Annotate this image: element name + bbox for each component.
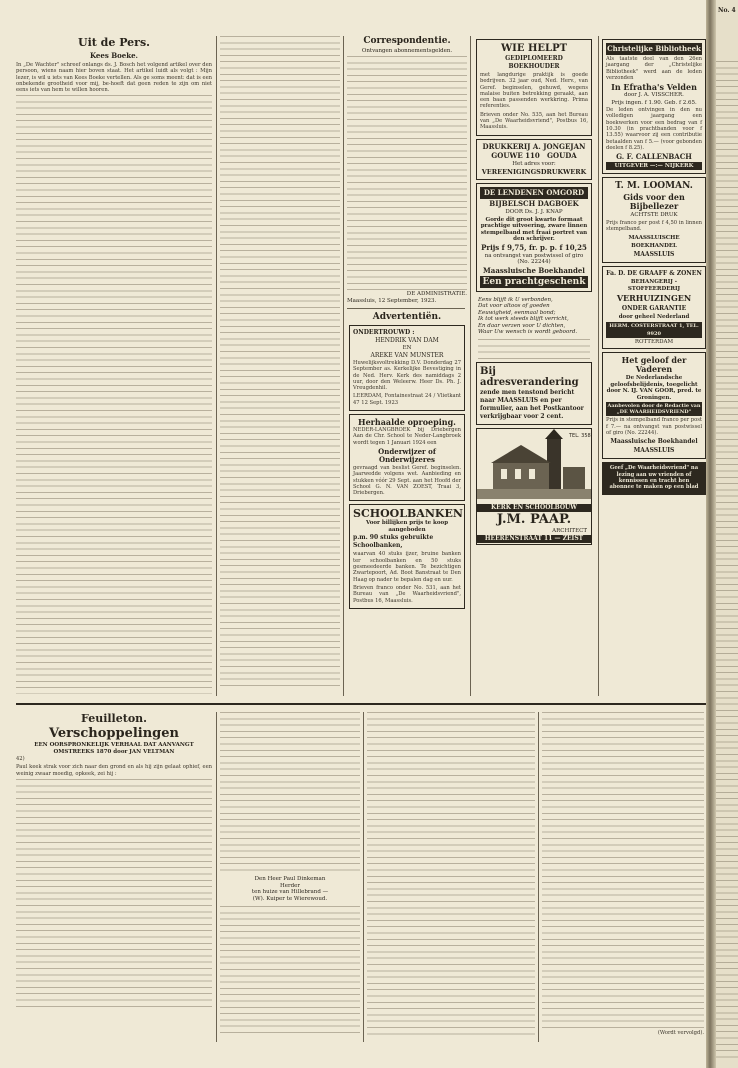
- section-title-uit-de-pers: Uit de Pers.: [78, 36, 150, 49]
- callenbach-sub: UITGEVER —:— NIJKERK: [606, 162, 702, 170]
- christelijke-author: door J. A. VISSCHER.: [624, 92, 684, 99]
- schoolbanken-body: waarvan 40 stuks ijzer, bruine banken ter schoolbanken en 50 stuks gesmeedeerde banken. Te bezichtigen Zwartepoort, Ad. Boot Banstraat te Den Haag op nader te bepalen dag en uur.: [353, 551, 461, 583]
- poem-continued: [478, 339, 590, 359]
- herhaalde-body-2: gevraagd van beslist Geref. beginselen. Jaarwedde volgens wet. Aanbieding en stukken vóór 29 Sept. aan het Hoofd der School G. N. VAN ZOEST, Traai 3, Driebergen.: [353, 464, 461, 497]
- wie-helpt-title: WIE HELPT: [500, 43, 568, 54]
- omgord-footer: Een prachtgeschenk: [480, 276, 588, 288]
- vaderen-ad: [602, 352, 706, 459]
- column-rule: [216, 36, 217, 696]
- jongejan-tagline: Het adres voor:: [512, 160, 556, 167]
- omgord-body: Gorde dit groot kwarto formaat prachtige uitvoering, zware linnen stempelband met fraai portret van den schrijver.: [480, 216, 588, 243]
- subscribe-notice: [602, 462, 706, 495]
- subscribe-notice-text: Geef „De Waarheidsvriend" na lezing aan uw vrienden of kennissen en tracht hen abonnee te maken op een blad: [609, 465, 699, 491]
- adjacent-page-text: [716, 61, 738, 1061]
- jongejan-city: GOUDA: [547, 150, 577, 160]
- herhaalde-highlight: Onderwijzer of Onderwijzeres: [378, 446, 436, 464]
- jongejan-ad: [476, 139, 592, 181]
- feuilleton-text-col3: [367, 712, 535, 1038]
- jongejan-address: [480, 152, 588, 160]
- wie-helpt-body: met langdurige praktijk is goede bedrijven. 32 jaar oud, Ned. Herv., van Geref. beginselen, gehuwd, wegens malaise buiten betrekking geraakt, aan een baan passenden werkkring. Prima referenties.: [480, 72, 588, 110]
- feuilleton-title: Verschoppelingen: [49, 726, 179, 741]
- vaderen-body: De Nederlandsche geloofsbelijdenis, toegelicht door N. IJ. VAN GOOR, pred. te Groningen.: [606, 375, 702, 401]
- looman-sub: ACHTSTE DRUK: [630, 212, 678, 219]
- section-title-advertentien: Advertentiën.: [372, 311, 442, 322]
- christelijke-body-2: De leden ontvingen in den nu volledigen jaargang een boekwerken voor een bedrag van f 10.30 (in prachtbanden voor f 13.55) waarvoor zij een contributie betaalden van f 5.— (voor gebonden deelen f 8.25).: [606, 107, 702, 151]
- feuilleton-opening: Paul keek strak voor zich naar den grond en als hij zijn gelaat ophief, een weinig zwaar moedig, opkeek, zei hij :: [16, 764, 212, 777]
- christelijke-body: Als taatste deel van den 26en jaargang der „Christelijke Bibliotheek" werd aan de leden verzonden: [606, 56, 702, 81]
- column-rule: [216, 712, 217, 1042]
- paap-tel: TEL. 358: [569, 432, 591, 439]
- vaderen-title: Het geloof der Vaderen: [621, 355, 687, 375]
- poem-line-5: En daar verzen voor U dichten,: [478, 322, 566, 329]
- adresverandering-title: Bij adresverandering: [480, 365, 579, 388]
- christelijke-book: In Efratha's Velden: [611, 82, 697, 93]
- engagement-footer: [353, 393, 461, 406]
- feuilleton-closing: (Wordt vervolgd).: [657, 1030, 704, 1036]
- adjacent-page-edge: [716, 0, 738, 1068]
- column-rule: [598, 36, 599, 696]
- omgord-sub: BIJBELSCH DAGBOEK: [489, 199, 579, 209]
- looman-publisher: MAASSLUISCHE BOEKHANDEL: [628, 235, 680, 250]
- looman-ad: [602, 177, 706, 263]
- looman-body: Prijs franco per post f 4,50 in linnen stempelband.: [606, 219, 702, 233]
- omgord-title: DE LENDENEN OMGORD: [480, 187, 588, 199]
- engagement-details: Huwelijksvoltrekking D.V. Donderdag 27 September as. Kerkelijke Bevestiging in de Ned. Herv. Kerk des namiddags 2 uur, door den Weleerw. Heer Ds. Ph. J. Vreugdenhil.: [353, 360, 461, 392]
- letter-line-1: Den Heer Paul Dinkeman: [254, 876, 326, 882]
- paap-architect-ad: [476, 428, 592, 546]
- graaf-notice: VERHUIZINGEN: [616, 293, 692, 304]
- feuilleton-text-col2b: [220, 906, 360, 1036]
- letter-line-2: Herder: [279, 882, 301, 889]
- looman-city: MAASSLUIS: [633, 251, 675, 259]
- letter-line-4: (W). Kuiper te Wierewoud.: [252, 895, 328, 902]
- vaderen-price: Prijs in stempelband franco per post f 7.— na ontvangst van postwissel of giro (No. 22244).: [606, 417, 702, 436]
- christelijke-bibliotheek-ad: [602, 39, 706, 174]
- omgord-author: DOOR Ds. J. J. KNAP: [505, 209, 563, 216]
- omgord-publisher: Maassluische Boekhandel: [483, 265, 585, 275]
- letter-address: [220, 876, 360, 902]
- article-intro: In „De Wachter" schreef onlangs ds. J. Bosch het volgend artikel over den persoon, wiens naam hier boven staat. Het artikel luidt als volgt : Mijn lezer, is wil u iets van Kees Boeke vertellen. Als ge soms meent: dat is een onbekende grootheid voor mij, be-hoeft dat geen reden te zijn om niet eens iets van hem te willen hooren.: [16, 62, 212, 94]
- jongejan-name: DRUKKERIJ A. JONGEJAN: [482, 141, 586, 151]
- section-title-feuilleton: Feuilleton.: [81, 712, 147, 725]
- graaf-notice-3: door geheel Nederland: [618, 314, 690, 321]
- poem-line-3: Eeuwigheid, eenmaal bond;: [478, 309, 556, 316]
- jongejan-highlight: VEREENIGINGSDRUKWERK: [481, 168, 587, 177]
- paap-caption: KERK EN SCHOOLBOUW: [477, 504, 591, 512]
- schoolbanken-count: p.m. 90 stuks gebruikte Schoolbanken,: [353, 534, 434, 550]
- engagement-and: EN: [402, 345, 412, 351]
- looman-name: T. M. LOOMAN.: [615, 181, 693, 192]
- correspondentie-dateline: Maassluis, 12 September, 1923.: [347, 298, 437, 304]
- correspondentie-closing: DE ADMINISTRATIE.: [406, 290, 467, 297]
- feuilleton-text-col2a: [220, 712, 360, 872]
- feuilleton-col2: [220, 712, 360, 1042]
- looman-title: Gids voor den Bijbellezer: [623, 192, 685, 212]
- column-rule: [343, 36, 344, 696]
- herhaalde-title: Herhaalde oproeping.: [358, 417, 456, 428]
- vaderen-city: MAASSLUIS: [633, 447, 675, 455]
- christelijke-title: Christelijke Bibliotheek: [607, 44, 701, 53]
- graaf-address: HERM. COSTERSTRAAT 1, TEL. 9920: [606, 322, 702, 338]
- article-continued: [220, 36, 340, 694]
- omgord-price: Prijs f 9,75, fr. p. p. f 10,25: [481, 242, 587, 252]
- section-title-correspondentie: Correspondentie.: [363, 36, 451, 46]
- engagement-address: Fontainestraat 24 / Vlietkant 47: [353, 393, 462, 406]
- feuilleton-col3: [367, 712, 535, 1042]
- wie-helpt-replies: Brieven onder No. 535, aan het Bureau van „De Waarheidsvriend", Postbus 16, Maassluis.: [480, 111, 588, 131]
- column-ads-right: [602, 36, 706, 696]
- bride-name: AREKE VAN MUNSTER: [370, 351, 444, 359]
- poem-line-2: Dat voor altoos of goeden: [478, 303, 550, 310]
- column-rule: [538, 712, 539, 1042]
- church-illustration: [477, 429, 591, 499]
- adresverandering-body: zende men tenstond bericht naar MAASSLUIS en per formulier, aan het Postkantoor verkrijgbaar voor 2 cent.: [480, 388, 584, 420]
- paap-address: HEERENSTRAAT 11 — ZEIST: [477, 535, 591, 543]
- engagement-label: ONDERTROUWD :: [353, 328, 415, 336]
- article-headline: Kees Boeke.: [90, 51, 138, 60]
- graaf-name: Fa. D. DE GRAAFF & ZONEN: [606, 270, 702, 278]
- paap-sub: ARCHITECT: [552, 527, 587, 534]
- omgord-note: na ontvangst van postwissel of giro (No. 22244): [484, 252, 584, 266]
- poem-line-1: Eens blijft ik U verbonden,: [478, 296, 553, 303]
- engagement-place: LEERDAM,: [353, 393, 383, 400]
- poem: [474, 295, 594, 338]
- jongejan-street: GOUWE 110: [491, 150, 540, 160]
- graaf-ad: [602, 266, 706, 349]
- column-correspondentie: [347, 36, 467, 696]
- graaf-city: ROTTERDAM: [634, 338, 674, 345]
- wie-helpt-ad: [476, 39, 592, 136]
- feuilleton-header: [16, 712, 212, 1042]
- herhaalde-oproeping-ad: [349, 414, 465, 501]
- feuilleton-subtitle: EEN OORSPRONKELIJK VERHAAL DAT AANVANGT OMSTREEKS 1870 door JAN VELTMAN: [34, 742, 194, 755]
- article-body-text: [16, 95, 212, 694]
- callenbach-name: G. F. CALLENBACH: [616, 152, 692, 162]
- wie-helpt-sub: GEDIPLOMEERD BOEKHOUDER: [505, 55, 563, 70]
- adjacent-page-badge: No. 4: [718, 7, 736, 14]
- article-continued-text: [220, 36, 340, 690]
- engagement-notice: [349, 325, 465, 412]
- paap-name: J.M. PAAP.: [496, 511, 572, 527]
- page-spine: [706, 0, 716, 1068]
- schoolbanken-ad: [349, 504, 465, 608]
- column-ads-middle: [474, 36, 594, 696]
- correspondentie-subheading: Ontvangen abonnementsgelden.: [361, 48, 453, 54]
- column-rule: [363, 712, 364, 1042]
- feuilleton-text-col4: [542, 712, 704, 1030]
- groom-name: HENDRIK VAN DAM: [375, 336, 439, 344]
- vaderen-note: Aanbevolen door de Redactie van „DE WAARHEIDSVRIEND": [607, 403, 701, 416]
- schoolbanken-title: SCHOOLBANKEN: [353, 507, 463, 521]
- adresverandering-ad: [476, 362, 592, 425]
- graaf-notice-2: ONDER GARANTIE: [621, 305, 687, 313]
- poem-line-6: Waar Uw wensch is wordt geboord.: [478, 329, 578, 336]
- graaf-sub: BEHANGERIJ - STOFFEERDERIJ: [627, 279, 681, 292]
- letter-line-3: ten huize van Hillebrand —: [251, 889, 329, 895]
- omgord-ad: [476, 183, 592, 292]
- column-rule: [470, 36, 471, 696]
- feuilleton-divider: [16, 703, 706, 705]
- christelijke-price: Prijs ingen. f 1.90. Geb. f 2.65.: [611, 99, 697, 106]
- feuilleton-text-col1: [16, 779, 212, 1009]
- schoolbanken-replies: Brieven franco onder No. 531, aan het Bureau van „De Waarheidsvriend", Postbus 16, Maassluis.: [353, 584, 461, 604]
- schoolbanken-offer: Voor billijken prijs te koop aangeboden: [365, 520, 449, 533]
- feuilleton-col4: [542, 712, 704, 1042]
- poem-line-4: Ik tot werk steeds blijft verricht,: [478, 316, 569, 323]
- engagement-date: 12 Sept. 1923: [361, 399, 399, 406]
- vaderen-publisher: Maassluische Boekhandel: [610, 438, 698, 446]
- section-divider: [347, 308, 465, 309]
- feuilleton-number: 42): [16, 756, 25, 762]
- column-uit-de-pers: [16, 36, 212, 694]
- subscription-list: [347, 56, 467, 290]
- herhaalde-body: NEDER-LANGBROEK bij Driebergen Aan de Chr. School te Neder-Langbroek wordt tegen 1 Januari 1924 een: [353, 427, 461, 446]
